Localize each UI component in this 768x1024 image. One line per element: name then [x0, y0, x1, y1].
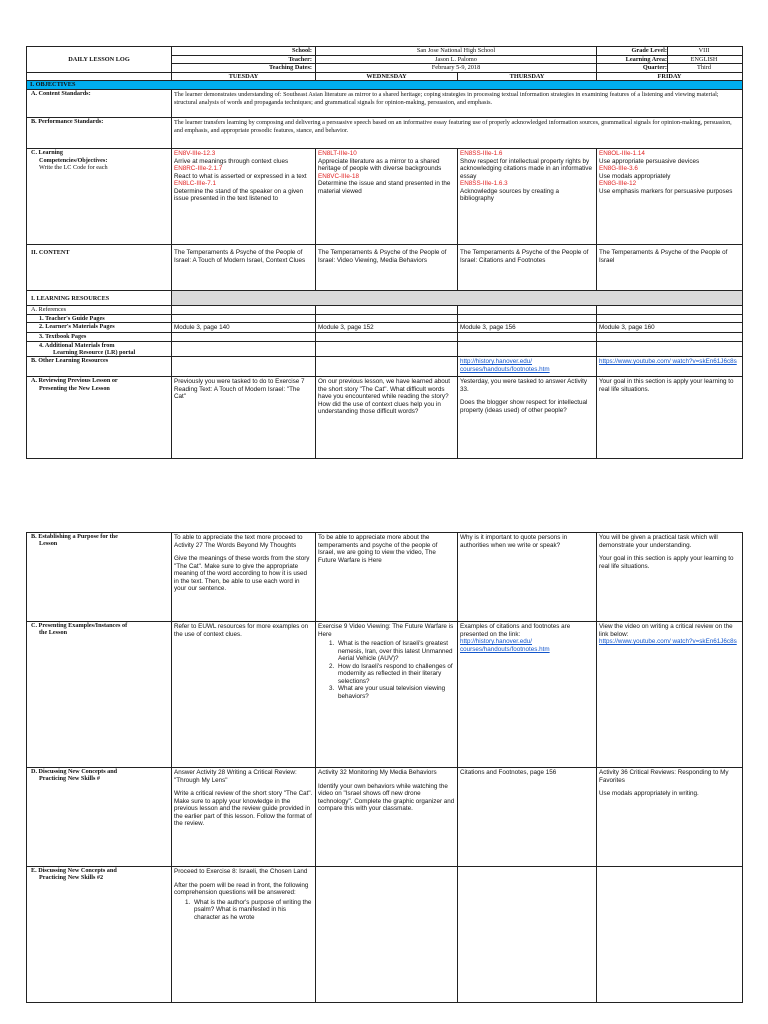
teaching-dates-label: Teaching Dates: [172, 64, 316, 73]
new-concepts-tuesday-p1: Answer Activity 28 Writing a Critical Review: "Through My Lens" [174, 769, 297, 784]
reviewing-tuesday: Previously you were tasked to do to Exercise 7 Reading Text: A Touch of Modern Israel: "The Cat" [172, 377, 316, 459]
teacher-value: Jason L. Palomo [316, 55, 597, 64]
quarter-label: Quarter: [642, 64, 668, 72]
reviewing-thursday-p2: Does the blogger show respect for intellectual property (ideas used) of other people? [460, 399, 588, 414]
lc-text: Determine the issue and stand presented in the material viewed [318, 180, 451, 195]
purpose-friday-p2: Your goal in this section is apply your learning to real life situations. [599, 555, 734, 570]
performance-standards-label: B. Performance Standards: [27, 118, 172, 149]
new-concepts-wednesday-p1: Activity 32 Monitoring My Media Behaviors [318, 769, 437, 776]
lc-code: EN8VC-IIIe-18 [318, 172, 359, 180]
objectives-section-title: I. OBJECTIVES [27, 81, 743, 90]
lc-code: EN8SS-IIIe-1.6 [460, 150, 503, 158]
performance-standards-text: The learner transfers learning by composing and delivering a persuasive speech based on an informative essay featuring use of properly acknowledged information sources, grammatical signals for opinion-making, persuasion, and emphasis, and appropriate prosodic features, stance, and behavior. [172, 118, 743, 149]
textbook-pages-label: 3. Textbook Pages [27, 333, 172, 341]
lc-code: EN8LC-IIIe-7.1 [174, 180, 216, 188]
day-header-friday: FRIDAY [597, 72, 743, 81]
teacher-label: Teacher: [172, 55, 316, 64]
lesson-log-page-1 [26, 46, 742, 459]
lc-text: Arrive at meanings through context clues [174, 157, 289, 165]
grade-level-label: Grade Level: [631, 47, 668, 54]
competencies-label-line1: C. Learning [31, 149, 63, 157]
competencies-tuesday [172, 149, 316, 245]
lc-text: Appreciate literature as a mirror to a shared heritage of people with diverse backgrounds [318, 157, 442, 173]
lm-pages-thursday: Module 3, page 156 [458, 322, 597, 333]
competencies-label-line3: Write the LC Code for each [39, 163, 108, 171]
list-item: 3. What are your usual television viewing behaviors? [336, 685, 455, 700]
lm-pages-friday: Module 3, page 160 [597, 322, 743, 333]
video-questions-list [318, 640, 455, 700]
additional-materials-label-line1: 4. Additional Materials from [39, 341, 115, 349]
reviewing-friday: Your goal in this section is apply your learning to real life situations. [597, 377, 743, 459]
lc-text: Determine the stand of the speaker on a given issue presented in the text listened to [174, 187, 304, 203]
purpose-label-line2: Lesson [39, 540, 58, 548]
new-skills-2-label-line1: E. Discussing New Concepts and [31, 867, 117, 874]
day-header-thursday: THURSDAY [458, 72, 597, 81]
lc-code: EN8V-IIIe-12.3 [174, 150, 216, 158]
teaching-dates-value: February 5-9, 2018 [316, 64, 597, 73]
new-skills-2-tuesday-p1: Proceed to Exercise 8: Israeli, the Chosen Land [174, 868, 308, 875]
competencies-wednesday [316, 149, 458, 245]
youtube-link[interactable]: https://www.youtube.com/ watch?v=skEn61J6c8s [599, 638, 737, 645]
list-item: 1. What is the reaction of Israeli's greatest nemesis, Iran, over this latest Unmanned Aerial Vehicle (AUV)? [336, 640, 455, 663]
examples-tuesday: Refer to EUWL resources for more examples on the use of context clues. [172, 622, 316, 768]
quarter-value: Third [667, 64, 740, 72]
examples-thursday: Examples of citations and footnotes are presented on the link: [460, 623, 571, 638]
competencies-label-line2: Competencies/Objectives: [39, 156, 108, 164]
lc-code: EN8SS-IIIe-1.6.3 [460, 180, 508, 188]
day-header-wednesday: WEDNESDAY [316, 72, 458, 81]
purpose-tuesday-p2: Give the meanings of these words from the story "The Cat". Make sure to give the appropriate meaning of the word according to how it is used in the text. Then, be able to use each word in your our sentence. [174, 555, 310, 592]
lc-code: EN8OL-IIIe-1.14 [599, 150, 645, 158]
lc-code: EN8G-IIIe-3.6 [599, 165, 638, 173]
lc-text: Use emphasis markers for persuasive purposes [599, 187, 733, 195]
purpose-thursday: Why is it important to quote persons in authorities when we write or speak? [458, 533, 597, 622]
other-resources-label: B. Other Learning Resources [27, 357, 172, 377]
teachers-guide-label: 1. Teacher's Guide Pages [27, 314, 172, 322]
examples-label-line2: the Lesson [39, 629, 68, 637]
footnotes-link[interactable]: http://history.hanover.edu/ courses/handouts/footnotes.htm [460, 358, 550, 373]
reviewing-thursday-p1: Yesterday, you were tasked to answer Activity 33. [460, 378, 588, 393]
comprehension-questions-list [174, 899, 313, 922]
learning-area-value: ENGLISH [667, 56, 740, 64]
examples-wednesday-title: Exercise 9 Video Viewing: The Future Warfare is Here [318, 623, 454, 638]
reviewing-wednesday: On our previous lesson, we have learned about the short story "The Cat". What difficult words have you encountered while reading the story? How did the use of context clues help you in understanding those difficult words? [316, 377, 458, 459]
competencies-friday [597, 149, 743, 245]
references-label: A. References [27, 306, 172, 314]
lc-text: Use appropriate persuasive devices [599, 157, 700, 165]
new-skills-2-label-line2: Practicing New Skills #2 [39, 874, 104, 882]
content-thursday: The Temperaments & Psyche of the People of Israel: Citations and Footnotes [458, 245, 597, 291]
new-concepts-label-line2: Practicing New Skills # [39, 775, 101, 783]
new-concepts-tuesday-p2: Write a critical review of the short story "The Cat". Make sure to apply your knowledge in the previous lesson and the review guide provided in the earlier part of this lesson. Follow the format of the review. [174, 790, 313, 827]
content-standards-text: The learner demonstrates understanding of: Southeast Asian literature as mirror to a shared heritage; coping strategies in processing textual information strategies in examining features of a listening and viewing material; structural analysis of words and propaganda techniques; and grammatical signals for opinion-making, persuasion, and emphasis. [172, 90, 743, 118]
procedures-table [26, 532, 743, 1003]
purpose-label-line1: B. Establishing a Purpose for the [31, 533, 118, 540]
reviewing-label-line1: A. Reviewing Previous Lesson or [31, 377, 118, 385]
learning-area-label: Learning Area: [625, 55, 668, 63]
content-label: II. CONTENT [27, 245, 172, 291]
list-item: 2. How do Israeli's respond to challenges of modernity as reflected in their literary selections? [336, 663, 455, 686]
purpose-tuesday-p1: To able to appreciate the text more proceed to Activity 27 The Words Beyond My Thoughts [174, 534, 303, 549]
lm-pages-wednesday: Module 3, page 152 [316, 322, 458, 333]
content-wednesday: The Temperaments & Psyche of the People of Israel: Video Viewing, Media Behaviors [316, 245, 458, 291]
lc-text: React to what is asserted or expressed in a text [174, 172, 307, 180]
lc-code: EN8RC-IIIe-2.1.7 [174, 165, 223, 173]
new-skills-2-tuesday-p2: After the poem will be read in front, the following comprehension questions will be answered: [174, 881, 309, 896]
lc-code: EN8G-IIIe-12 [599, 180, 637, 188]
school-label: School: [172, 47, 316, 56]
lc-text: Acknowledge sources by creating a bibliography [460, 187, 560, 203]
new-concepts-friday-p1: Activity 36 Critical Reviews: Responding to My Favorites [599, 769, 729, 784]
learning-resources-title: I. LEARNING RESOURCES [27, 291, 172, 306]
additional-materials-label-line2: Learning Resource (LR) portal [53, 349, 136, 357]
daily-lesson-log-title: DAILY LESSON LOG [27, 47, 172, 73]
learners-materials-label: 2. Learner's Materials Pages [27, 322, 172, 333]
lm-pages-tuesday: Module 3, page 140 [172, 322, 316, 333]
school-value: San Jose National High School [316, 47, 597, 56]
new-concepts-wednesday-p2: Identify your own behaviors while watching the video on "Israel shows off new drone technology". Complete the graphic organizer and compare this with your classmate. [318, 782, 455, 812]
lc-text: Use modals appropriately [599, 172, 671, 180]
grade-level-value: VIII [667, 47, 740, 55]
lc-text: Show respect for intellectual property rights by acknowledging citations made in an informative essay [460, 157, 592, 180]
youtube-link[interactable]: https://www.youtube.com/ watch?v=skEn61J6c8s [599, 358, 737, 366]
header-table [26, 46, 743, 459]
competencies-thursday [458, 149, 597, 245]
reviewing-label-line2: Presenting the New Lesson [39, 384, 110, 392]
day-header-tuesday: TUESDAY [172, 72, 316, 81]
footnotes-link[interactable]: http://history.hanover.edu/ courses/handouts/footnotes.htm [460, 638, 550, 653]
content-standards-label: A. Content Standards: [27, 90, 172, 118]
content-tuesday: The Temperaments & Psyche of the People of Israel: A Touch of Modern Israel, Context Clues [172, 245, 316, 291]
list-item: 1. What is the author's purpose of writing the psalm? What is manifested in his character as he wrote [192, 899, 313, 922]
examples-friday: View the video on writing a critical review on the link below: [599, 623, 733, 638]
examples-label-line1: C. Presenting Examples/Instances of [31, 622, 128, 629]
purpose-wednesday: To be able to appreciate more about the temperaments and psyche of the people of Israel, we are going to view the video, The Future Warfare is Here [316, 533, 458, 622]
content-friday: The Temperaments & Psyche of the People of Israel [597, 245, 743, 291]
purpose-friday-p1: You will be given a practical task which will demonstrate your understanding. [599, 534, 718, 549]
lesson-log-page-2 [26, 532, 742, 1003]
new-concepts-thursday: Citations and Footnotes, page 156 [458, 768, 597, 867]
new-concepts-label-line1: D. Discussing New Concepts and [31, 768, 118, 775]
new-concepts-friday-p2: Use modals appropriately in writing. [599, 790, 699, 797]
lc-code: EN8LT-IIIe-10 [318, 150, 357, 158]
